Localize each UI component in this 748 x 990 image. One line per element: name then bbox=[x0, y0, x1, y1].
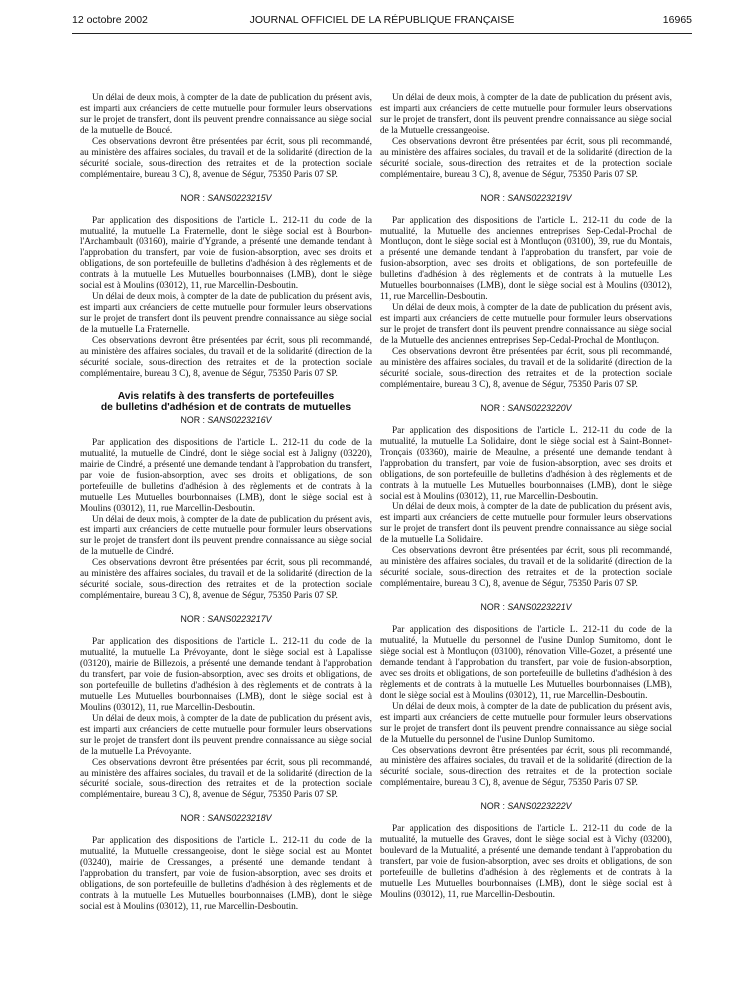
nor-code: SANS0223221V bbox=[507, 602, 572, 613]
nor-reference bbox=[380, 602, 672, 613]
nor-code: SANS0223220V bbox=[507, 402, 572, 413]
nor-label: NOR : bbox=[480, 402, 505, 413]
paragraph: Ces observations devront être présentées par écrit, sous pli recommandé, au ministère des affaires sociales, du travail et de la solidarité (direction de la sécurité sociale, sous-direction des retraites et de la protection sociale complémentaire, bureau 3 C), 8, avenue de Ségur, 75350 Paris 07 SP. bbox=[380, 136, 672, 180]
paragraph: Un délai de deux mois, à compter de la date de publication du présent avis, est imparti aux créanciers de cette mutuelle pour formuler leurs observations sur le projet de transfert dont ils peuvent prendre connaissance au siège social de la mutuelle La Fraternelle. bbox=[80, 292, 372, 336]
paragraph: Par application des dispositions de l'article L. 212-11 du code de la mutualité, la mutuelle La Fraternelle, dont le siège social est à Bourbon-l'Archambault (03160), mairie d'Ygrande, a présenté une demande tendant à l'approbation du transfert, par voie de fusion-absorption, avec ses droits et obligations, de son portefeuille de bulletins d'adhésion à des règlements et de contrats à la mutuelle Les Mutuelles bourbonnaises (LMB), dont le siège social est à Moulins (03012), 11, rue Marcellin-Desboutin. bbox=[80, 215, 372, 292]
nor-code: SANS0223215V bbox=[207, 192, 272, 203]
paragraph: Ces observations devront être présentées par écrit, sous pli recommandé, au ministère des affaires sociales, du travail et de la solidarité (direction de la sécurité sociale, sous-direction des retraites et de la protection sociale complémentaire, bureau 3 C), 8, avenue de Ségur, 75350 Paris 07 SP. bbox=[80, 336, 372, 379]
paragraph: Un délai de deux mois, à compter de la date de publication du présent avis, est imparti aux créanciers de cette mutuelle pour formuler leurs observations sur le projet de transfert, dont ils peuvent prendre connaissance au siège social de la Mutuelle cressangeoise. bbox=[380, 93, 672, 136]
nor-reference bbox=[380, 403, 672, 414]
section-heading bbox=[80, 391, 372, 414]
nor-code: SANS0223217V bbox=[207, 614, 272, 625]
paragraph: Un délai de deux mois, à compter de la date de publication du présent avis, est imparti aux créanciers de cette mutuelle pour formuler leurs observations sur le projet de transfert dont ils peuvent prendre connaissance au siège social de la Mutuelle des anciennes entreprises Sep-Cedal-Prochal de Montluçon. bbox=[380, 303, 672, 347]
paragraph: Par application des dispositions de l'article L. 212-11 du code de la mutualité, la Mutuelle des anciennes entreprises Sep-Cedal-Prochal de Montluçon, dont le siège social est à Montluçon (03100), 39, rue du Montais, a présenté une demande tendant à l'approbation du transfert, par voie de fusion-absorption, avec ses droits et obligations, de son portefeuille de bulletins d'adhésion à des règlements et de contrats à la mutuelle Les Mutuelles bourbonnaises (LMB), dont le siège social est à Moulins (03012), 11, rue Marcellin-Desboutin. bbox=[380, 215, 672, 303]
paragraph: Un délai de deux mois, à compter de la date de publication du présent avis, est imparti aux créanciers de cette mutuelle pour formuler leurs observations sur le projet de transfert dont ils peuvent prendre connaissance au siège social de la mutuelle La Solidaire. bbox=[380, 502, 672, 546]
page-number: 16965 bbox=[662, 14, 692, 26]
paragraph: Ces observations devront être présentées par écrit, sous pli recommandé, au ministère des affaires sociales, du travail et de la solidarité (direction de la sécurité sociale, sous-direction des retraites et de la protection sociale complémentaire, bureau 3 C), 8, avenue de Ségur, 75350 Paris 07 SP. bbox=[80, 757, 372, 801]
paragraph: Un délai de deux mois, à compter de la date de publication du présent avis, est imparti aux créanciers de cette mutuelle pour formuler leurs observations sur le projet de transfert dont ils peuvent prendre connaissance au siège social de la mutuelle de Cindré. bbox=[80, 514, 372, 558]
nor-label: NOR : bbox=[480, 602, 505, 613]
nor-label: NOR : bbox=[480, 192, 505, 203]
nor-label: NOR : bbox=[180, 813, 205, 824]
nor-label: NOR : bbox=[180, 414, 205, 425]
header-rule bbox=[72, 33, 692, 34]
nor-reference bbox=[80, 614, 372, 625]
section-heading-line: de bulletins d'adhésion et de contrats de mutuelles bbox=[100, 402, 352, 414]
right-column bbox=[380, 93, 672, 901]
paragraph: Ces observations devront être présentées par écrit, sous pli recommandé, au ministère des affaires sociales, du travail et de la solidarité (direction de la sécurité sociale, sous-direction des retraites et de la protection sociale complémentaire, bureau 3 C), 8, avenue de Ségur, 75350 Paris 07 SP. bbox=[80, 136, 372, 180]
paragraph: Ces observations devront être présentées par écrit, sous pli recommandé, au ministère des affaires sociales, du travail et de la solidarité (direction de la sécurité sociale, sous-direction des retraites et de la protection sociale complémentaire, bureau 3 C), 8, avenue de Ségur, 75350 Paris 07 SP. bbox=[380, 745, 672, 789]
paragraph: Ces observations devront être présentées par écrit, sous pli recommandé, au ministère des affaires sociales, du travail et de la solidarité (direction de la sécurité sociale, sous-direction des retraites et de la protection sociale complémentaire, bureau 3 C), 8, avenue de Ségur, 75350 Paris 07 SP. bbox=[380, 546, 672, 590]
issue-date: 12 octobre 2002 bbox=[72, 14, 148, 26]
paragraph: Par application des dispositions de l'article L. 212-11 du code de la mutualité, la mutuelle La Solidaire, dont le siège social est à Saint-Bonnet-Tronçais (03360), mairie de Meaulne, a présenté une demande tendant à l'approbation du transfert, par voie de fusion-absorption, avec ses droits et obligations, de son portefeuille de bulletins d'adhésion à des règlements et de contrats à la mutuelle Les Mutuelles bourbonnaises (LMB), dont le siège social est à Moulins (03012), 11, rue Marcellin-Desboutin. bbox=[380, 425, 672, 502]
paragraph: Par application des dispositions de l'article L. 212-11 du code de la mutualité, la mutuelle des Graves, dont le siège social est à Vichy (03200), boulevard de la Mutualité, a présenté une demande tendant à l'approbation du transfert, par voie de fusion-absorption, avec ses droits et obligations, de son portefeuille de bulletins d'adhésion à des règlements et de contrats à la mutuelle Les Mutuelles bourbonnaises (LMB), dont le siège social est à Moulins (03012), 11, rue Marcellin-Desboutin. bbox=[380, 824, 672, 900]
nor-reference bbox=[80, 415, 372, 426]
paragraph: Par application des dispositions de l'article L. 212-11 du code de la mutualité, la Mutuelle cressangeoise, dont le siège social est au Montet (03240), mairie de Cressanges, a présenté une demande tendant à l'approbation du transfert, par voie de fusion-absorption, avec ses droits et obligations, de son portefeuille de bulletins d'adhésion à des règlements et de contrats à la mutuelle Les Mutuelles bourbonnaises (LMB), dont le siège social est à Moulins (03012), 11, rue Marcellin-Desboutin. bbox=[80, 836, 372, 913]
paragraph: Par application des dispositions de l'article L. 212-11 du code de la mutualité, la mutuelle de Cindré, dont le siège social est à Jaligny (03220), mairie de Cindré, a présenté une demande tendant à l'approbation du transfert, par voie de fusion-absorption, avec ses droits et obligations, de son portefeuille de bulletins d'adhésion à des règlements et de contrats à la mutuelle Les Mutuelles bourbonnaises (LMB), dont le siège social est à Moulins (03012), 11, rue Marcellin-Desboutin. bbox=[80, 437, 372, 514]
paragraph: Par application des dispositions de l'article L. 212-11 du code de la mutualité, la Mutuelle du personnel de l'usine Dunlop Sumitomo, dont le siège social est à Montluçon (03100), rénovation Ville-Gozet, a présenté une demande tendant à l'approbation du transfert, par voie de fusion-absorption, avec ses droits et obligations, de son portefeuille de bulletins d'adhésion à des règlements et de contrats à la mutuelle Les Mutuelles bourbonnaises (LMB), dont le siège social est à Moulins (03012), 11, rue Marcellin-Desboutin. bbox=[380, 625, 672, 701]
nor-code: SANS0223216V bbox=[207, 414, 272, 425]
nor-reference bbox=[380, 801, 672, 812]
paragraph: Ces observations devront être présentées par écrit, sous pli recommandé, au ministère des affaires sociales, du travail et de la solidarité (direction de la sécurité sociale, sous-direction des retraites et de la protection sociale complémentaire, bureau 3 C), 8, avenue de Ségur, 75350 Paris 07 SP. bbox=[380, 347, 672, 390]
paragraph: Ces observations devront être présentées par écrit, sous pli recommandé, au ministère des affaires sociales, du travail et de la solidarité (direction de la sécurité sociale, sous-direction des retraites et de la protection sociale complémentaire, bureau 3 C), 8, avenue de Ségur, 75350 Paris 07 SP. bbox=[80, 558, 372, 602]
nor-reference bbox=[80, 813, 372, 824]
nor-code: SANS0223219V bbox=[507, 192, 572, 203]
nor-reference bbox=[380, 193, 672, 204]
nor-label: NOR : bbox=[480, 801, 505, 812]
nor-label: NOR : bbox=[180, 614, 205, 625]
nor-code: SANS0223222V bbox=[507, 801, 572, 812]
paragraph: Un délai de deux mois, à compter de la date de publication du présent avis, est imparti aux créanciers de cette mutuelle pour formuler leurs observations sur le projet de transfert, dont ils peuvent prendre connaissance au siège social de la mutuelle de Boucé. bbox=[80, 93, 372, 136]
page-header bbox=[72, 14, 692, 30]
nor-reference bbox=[80, 193, 372, 204]
paragraph: Par application des dispositions de l'article L. 212-11 du code de la mutualité, la mutuelle La Prévoyante, dont le siège social est à Lapalisse (03120), mairie de Billezois, a présenté une demande tendant à l'approbation du transfert, par voie de fusion-absorption, avec ses droits et obligations, de son portefeuille de bulletins d'adhésion à des règlements et de contrats à la mutuelle Les Mutuelles bourbonnaises (LMB), dont le siège social est à Moulins (03012), 11, rue Marcellin-Desboutin. bbox=[80, 637, 372, 713]
nor-label: NOR : bbox=[180, 192, 205, 203]
left-column bbox=[80, 93, 372, 913]
nor-code: SANS0223218V bbox=[207, 813, 272, 824]
journal-title: JOURNAL OFFICIEL DE LA RÉPUBLIQUE FRANÇAISE bbox=[249, 14, 515, 26]
paragraph: Un délai de deux mois, à compter de la date de publication du présent avis, est imparti aux créanciers de cette mutuelle pour formuler leurs observations sur le projet de transfert dont ils peuvent prendre connaissance au siège social de la Mutuelle du personnel de l'usine Dunlop Sumitomo. bbox=[380, 701, 672, 745]
section-heading-line: Avis relatifs à des transferts de portefeuilles bbox=[117, 390, 335, 402]
paragraph: Un délai de deux mois, à compter de la date de publication du présent avis, est imparti aux créanciers de cette mutuelle pour formuler leurs observations sur le projet de transfert dont ils peuvent prendre connaissance au siège social de la mutuelle La Prévoyante. bbox=[80, 713, 372, 757]
